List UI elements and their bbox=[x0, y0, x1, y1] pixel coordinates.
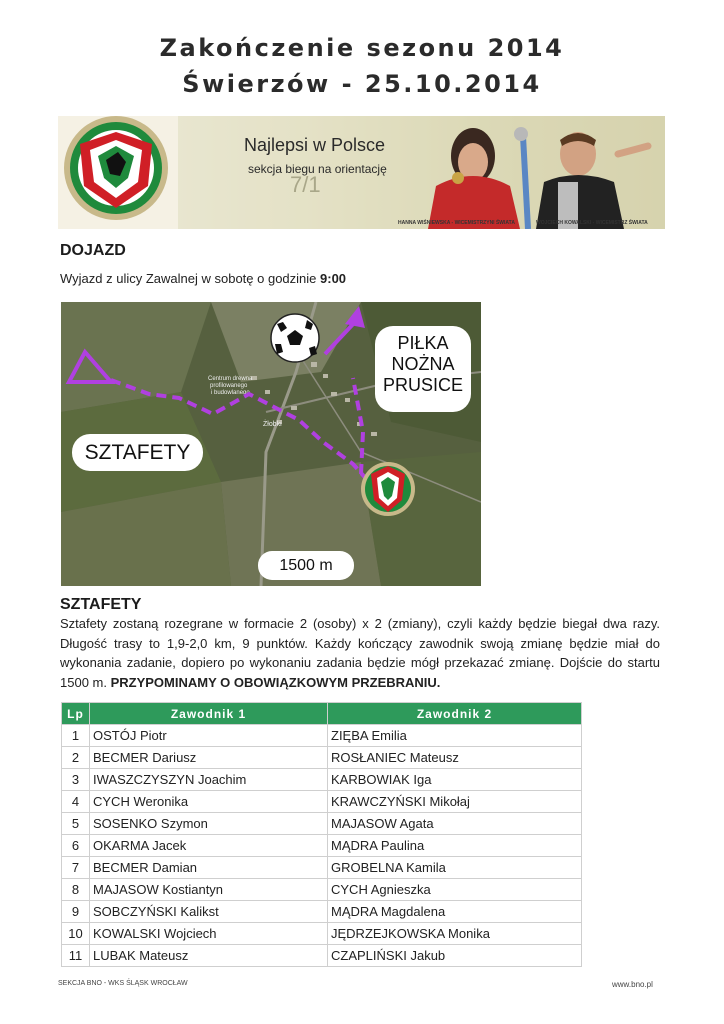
football-icon bbox=[271, 314, 319, 362]
table-row bbox=[62, 857, 582, 879]
map-label-relay: SZTAFETY bbox=[72, 434, 203, 471]
sztafety-text: Sztafety zostaną rozegrane w formacie 2 (osoby) x 2 (zmiany), czyli każdy będzie biegał dwa razy. Długość trasy to 1,9-2,0 km, 9 punktów. Każdy kończący zawodnik swoją zmianę będzie miał do wykonania zadanie, dopiero po wykonaniu zadania będzie mógł przekazać zmianę. Dojście do startu 1500 m. bbox=[60, 616, 660, 690]
map-label-football-line1: PIŁKA bbox=[397, 333, 449, 353]
cell-lp: 1 bbox=[62, 725, 90, 747]
cell-runner-2: CZAPLIŃSKI Jakub bbox=[328, 945, 582, 967]
cell-runner-2: MAJASOW Agata bbox=[328, 813, 582, 835]
cell-lp: 9 bbox=[62, 901, 90, 923]
footer-left: SEKCJA BNO - WKS ŚLĄSK WROCŁAW bbox=[58, 980, 188, 987]
cell-lp: 10 bbox=[62, 923, 90, 945]
cell-runner-1: SOBCZYŃSKI Kalikst bbox=[90, 901, 328, 923]
cell-runner-1: BECMER Dariusz bbox=[90, 747, 328, 769]
table-row bbox=[62, 901, 582, 923]
footer-website-link[interactable]: www.bno.pl bbox=[612, 980, 653, 989]
cell-runner-1: MAJASOW Kostiantyn bbox=[90, 879, 328, 901]
cell-lp: 8 bbox=[62, 879, 90, 901]
table-header-row bbox=[62, 703, 582, 725]
cell-runner-2: ROSŁANIEC Mateusz bbox=[328, 747, 582, 769]
cell-runner-2: ZIĘBA Emilia bbox=[328, 725, 582, 747]
bib-number: 7/1 bbox=[290, 172, 321, 197]
relay-teams-table bbox=[61, 702, 582, 967]
dojazd-text bbox=[60, 271, 346, 286]
map-label-football bbox=[375, 326, 471, 412]
cell-lp: 11 bbox=[62, 945, 90, 967]
map-label-football-line2: NOŻNA bbox=[391, 354, 455, 374]
cell-runner-2: MĄDRA Paulina bbox=[328, 835, 582, 857]
map-place-label-2: profilowanego bbox=[210, 383, 248, 389]
column-header-lp: Lp bbox=[62, 703, 90, 725]
section-heading-sztafety: SZTAFETY bbox=[60, 596, 142, 613]
table-row bbox=[62, 879, 582, 901]
column-header-zawodnik-1: Zawodnik 1 bbox=[90, 703, 328, 725]
table-row bbox=[62, 725, 582, 747]
map-place-label-1: Centrum drewna bbox=[208, 376, 253, 382]
sztafety-paragraph bbox=[60, 614, 660, 692]
map-place-label-3: i budowlanego bbox=[211, 390, 250, 396]
club-logo bbox=[58, 116, 178, 229]
table-row bbox=[62, 769, 582, 791]
cell-runner-2: MĄDRA Magdalena bbox=[328, 901, 582, 923]
cell-lp: 6 bbox=[62, 835, 90, 857]
cell-lp: 5 bbox=[62, 813, 90, 835]
cell-runner-2: GROBELNA Kamila bbox=[328, 857, 582, 879]
banner-subtitle: sekcja biegu na orientację bbox=[248, 162, 387, 176]
club-logo-map bbox=[361, 462, 415, 516]
dojazd-sentence: Wyjazd z ulicy Zawalnej w sobotę o godzinie bbox=[60, 271, 321, 286]
cell-runner-2: KRAWCZYŃSKI Mikołaj bbox=[328, 791, 582, 813]
page-subtitle: Świerzów - 25.10.2014 bbox=[182, 70, 542, 98]
page-title: Zakończenie sezonu 2014 bbox=[159, 34, 565, 62]
table-row bbox=[62, 835, 582, 857]
cell-lp: 3 bbox=[62, 769, 90, 791]
table-row bbox=[62, 923, 582, 945]
table-row bbox=[62, 945, 582, 967]
cell-runner-1: IWASZCZYSZYN Joachim bbox=[90, 769, 328, 791]
table-row bbox=[62, 747, 582, 769]
cell-runner-1: BECMER Damian bbox=[90, 857, 328, 879]
cell-runner-1: LUBAK Mateusz bbox=[90, 945, 328, 967]
column-header-zawodnik-2: Zawodnik 2 bbox=[328, 703, 582, 725]
cell-lp: 7 bbox=[62, 857, 90, 879]
cell-runner-2: CYCH Agnieszka bbox=[328, 879, 582, 901]
map-label-football-line3: PRUSICE bbox=[382, 375, 463, 395]
table-row bbox=[62, 791, 582, 813]
map-place-label-4: Żłobki bbox=[263, 421, 282, 428]
sztafety-reminder: PRZYPOMINAMY O OBOWIĄZKOWYM PRZEBRANIU. bbox=[110, 674, 441, 690]
section-heading-dojazd: DOJAZD bbox=[60, 242, 126, 259]
banner-caption-right: WOJCIECH KOWALSKI - WICEMISTRZ ŚWIATA bbox=[536, 220, 648, 226]
banner bbox=[58, 116, 665, 229]
cell-runner-1: CYCH Weronika bbox=[90, 791, 328, 813]
cell-lp: 4 bbox=[62, 791, 90, 813]
table-row bbox=[62, 813, 582, 835]
map-label-distance: 1500 m bbox=[258, 551, 354, 580]
cell-runner-2: JĘDRZEJKOWSKA Monika bbox=[328, 923, 582, 945]
cell-lp: 2 bbox=[62, 747, 90, 769]
banner-title: Najlepsi w Polsce bbox=[244, 135, 386, 155]
dojazd-time: 9:00 bbox=[320, 271, 347, 286]
cell-runner-2: KARBOWIAK Iga bbox=[328, 769, 582, 791]
cell-runner-1: KOWALSKI Wojciech bbox=[90, 923, 328, 945]
banner-caption-left: HANNA WIŚNIEWSKA - WICEMISTRZYNI ŚWIATA bbox=[398, 220, 515, 226]
cell-runner-1: OKARMA Jacek bbox=[90, 835, 328, 857]
cell-runner-1: SOSENKO Szymon bbox=[90, 813, 328, 835]
cell-runner-1: OSTÓJ Piotr bbox=[90, 725, 328, 747]
